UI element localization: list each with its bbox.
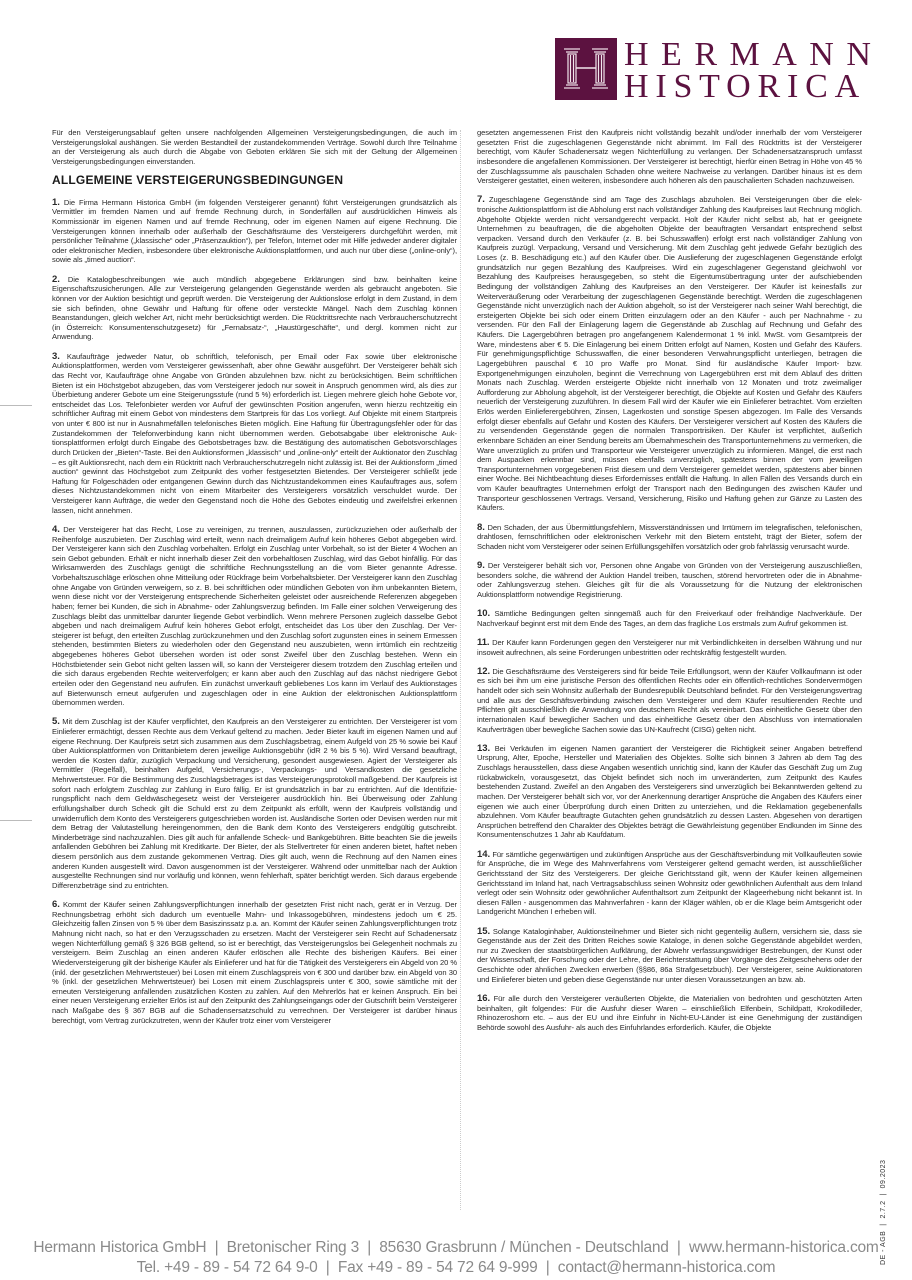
section-text: Sämtliche Bedingungen gelten sinngemäß auch für den Freiverkauf oder freihändige Nachverkäufe. Der Nachverkauf beginnt erst mit dem Ende des Tages, an dem das fragliche Los erstmals zum Aufruf gekommen ist. <box>477 609 863 628</box>
section-text: Zugeschlagene Gegenstände sind am Tage des Zuschlags abzuholen. Bei Versteigerungen über die elektronische Auktionsplattform ist die Abholung erst nach vollständiger Zahlung des Kaufpreises laut Rechnung möglich. Abgeholte Objekte werden nicht versandgerecht verpackt. Holt der Käufer nicht selbst ab, hat er geeignete Unternehmen zu beauftragen, die die abgeholten Objekte der beauftragten Versandart entsprechend selbst verpacken. Versand durch den Verkäufer (z. B. bei Schusswaffen) erfolgt erst nach vollständiger Zahlung von Kaufpreis zuzügl. Verpackung, Versand und Versicherung. Mit dem Zuschlag geht jedwede Gefahr bezüglich des Loses (z. B. Beschädigung etc.) auf den Käufer über. Die Auslieferung der zugeschlagenen Gegenstände erfolgt grundsätzlich nur gegen Bezahlung des Kaufpreises. Wird ein zugeschlagener Gegenstand gleichwohl vor Bezahlung des Kaufpreises herausgegeben, so steht die Eigentumsübertragung unter der aufschiebenden Bedingung der vollständigen Zahlung des Kaufpreises an den Versteigerer. Der Käufer ist keinesfalls zur Weiterveräußerung oder Verarbeitung der zugeschlagenen Gegenstände berechtigt. Werden die zugeschlagenen Gegenstände nicht unverzüglich nach der Auktion abgeholt, so ist der Versteigerer nach seiner Wahl berechtigt, die ersteigerten Objekte bei sich oder einem Dritten einzulagern oder an den Käufer - auch per Nachnahme - zu versenden. Für den Fall der Einlagerung lagern die Gegenstände ab Zuschlag auf Rechnung und Gefahr des Käufers. Die Lagergebühren betragen pro angefangenem Kalendermonat 1 % inkl. MwSt. vom Gesamtpreis der Ware, mindestens aber € 5. Die Einlagerung bei einem Dritten erfolgt auf Namen, Kosten und Gefahr des Käufers. Für genehmigungspflichtige Schusswaffen, die einer besonderen Verwahrungspflicht unterliegen, betragen die Lagergebühren pauschal € 10 pro Waffe pro Monat. Sind für ausländische Käufer Import- bzw. Exportgenehmigungen einzuholen, beginnt die Verrechnung von Lagergebühren erst mit dem Ablauf des dritten Monats nach Zuschlag. Werden ersteigerte Objekte nicht innerhalb von 12 Monaten und trotz zweimaliger Aufforderung zur Abholung abgeholt, ist der Versteigerer berechtigt, die Objekte auf Kosten und Gefahr des Käufers neuerlich der Versteigerung zuzuführen. In diesem Fall wird der Käufer wie ein Einlieferer betrachtet. Vom erzielten Erlös werden Einlieferergebühren, Zinsen, Lagerkosten und sonstige Spesen abgezogen. Im Falle des Versands erfolgt dieser ebenfalls auf Gefahr und Kosten des Käufers. Der Versteigerer versichert auf Kosten des Käufers die zu versendenden Gegenstände gegen die normalen Transportrisiken. Der Käufer ist verpflichtet, äußerlich erkennbare Schäden an einer Sendung bereits am Übernahmeschein des Transportunternehmens zu vermerken, die Ware unverzüglich zu prüfen und Transporteur wie Versteigerer unverzüglich zu informieren. Mängel, die erst nach dem Auspacken erkennbar sind, müssen ebenfalls unverzüglich, spätestens binnen der vom jeweiligen Transportunternehmen vorgegebenen Frist diesem und dem Versteigerer gemeldet werden, spätestens aber binnen einer Woche. Bei Nichtbeachtung dieses Erfordernisses entfällt die Haftung. In allen Fällen des Versands durch ein vom Käufer beauftragtes Unternehmen erfolgt der Transport nach den Bedingungen des zwischen Käufer und Transporteur geschlossenen Vertrags. Versand, Versicherung, Risiko und Haftung gehen zur Gänze zu Lasten des Käufers. <box>477 195 862 513</box>
document-version-label: DE - AGB | 2.7.2 | 09.2023 <box>880 1159 887 1265</box>
section-text: Die Geschäftsräume des Versteigerers sind für beide Teile Erfüllungsort, wenn der Käufer Vollkaufmann ist oder es sich bei ihm um eine juristische Person des öffentlichen Rechts oder ein öffentlich-rechtliches Sondervermögen handelt oder sich sein Wohnsitz außerhalb der Bundesrepublik Deutschland befindet. Für den Versteigerungsvertrag und alle aus der Geschäftsverbindung zwischen dem Versteigerer und dem Käufer resultierenden Rechte und Pflichten gilt ausschließlich die Anwendung von deutschem Recht als vereinbart. Das einheitliche Gesetz über den internationalen Kauf beweglicher Sachen und das einheitliche Gesetz über den Abschluss von internationalen Kaufverträgen über bewegliche Sachen sowie das UN-Kaufrecht (CISG) gelten nicht. <box>477 666 862 734</box>
logo-text-line2: HISTORICA <box>624 68 866 105</box>
section-text: Kommt der Käufer seinen Zahlungsverpflichtungen innerhalb der gesetzten Frist nicht nach, gerät er in Verzug. Der Rechnungsbetrag erhöht sich dadurch um eventuelle Mahn- und Inkassogebühren, mindestens jedoch um € 25. Gleichzeitig fallen Zinsen von 5 % über dem Basiszinssatz p.a. an. Kommt der Käufer seinen Zahlungsverpflichtungen trotz Mahnung nicht nach, so hat er den Verzugsschaden zu ersetzen. Macht der Versteigerer sein Recht auf Schadenersatz wegen Nichterfüllung gemäß § 326 BGB geltend, so ist er berechtigt, das Versteigerungslos bei Gelegenheit nochmals zu versteigern. Beim Zuschlag an einen anderen Käufer erlöschen alle Rechte des bisherigen Käufers. Bei einer Wiederversteigerung gilt der bisherige Käufer als Einlieferer und hat für die Tätigkeit des Versteigerers ein Abgeld von 20 % (inkl. der gesetzlichen Mehrwertsteuer) bei Losen mit einem Zuschlagspreis von € 300 und darüber bzw. ein Abgeld von 30 % (inkl. der gesetzlichen Mehrwertsteuer) bei Losen mit einem Zuschlagspreis unter € 300, sowie sämtliche mit der erneuten Versteigerung anfallenden zusätzlichen Kosten zu zahlen. Auf den Mehrerlös hat er keinen Anspruch. Ein bei einer neuen Versteigerung erzielter Erlös ist auf den Zeitpunkt des Zahlungseingangs oder der Gutschrift beim Versteigerer nach Maßgabe des § 367 BGB auf die Schadensersatzschuld zu verrechnen. Der Versteigerer ist darüber hinaus berechtigt, vom Vertrag zurückzutreten, wenn der Käufer trotz einer vom Versteigerer <box>52 900 457 1025</box>
section-number: 4. <box>52 523 60 535</box>
section-text: Den Schaden, der aus Übermittlungsfehlern, Missverständnissen und Irrtümern im telegrafischen, telefonischen, drahtlosen, fernschriftlichen oder elektronischen Verkehr mit den Bietern entsteht, trägt der Bieter, sofern der Schaden nicht vom Versteigerer oder seinen Erfüllungsgehilfen vorsätzlich oder grob fahrlässig verursacht wurde. <box>477 522 862 551</box>
footer-contact: Tel. +49 - 89 - 54 72 64 9-0 | Fax +49 - 89 - 54 72 64 9-999 | contact@hermann-historica.com <box>136 1259 776 1276</box>
fold-mark <box>0 820 32 821</box>
section-number: 9. <box>477 560 485 572</box>
section-number: 5. <box>52 716 60 728</box>
section-text: Mit dem Zuschlag ist der Käufer verpflichtet, den Kaufpreis an den Versteigerer zu entrichten. Der Versteigerer ist vom Einlieferer ermächtigt, dessen Rechte aus dem Verkauf geltend zu machen. Jeder Bieter kauft im eigenen Namen und auf eigene Rechnung. Der Kaufpreis setzt sich zusammen aus dem Zuschlagsbetrag, einem Aufgeld von 25 % sowie bei Kauf über Auktionsplattformen von Drittanbietern deren jeweilige Auktionsgebühr (idR 2 % bis 5 %). Wird Versand beauftragt, werden die Kosten dafür, zuzüglich Verpackung und Versicherung, gesondert ausgewiesen. Agiert der Versteigerer als Vermittler (Regelfall), beinhalten Aufgeld, Versicherungs-, Verpackungs- und Versandkosten die gesetzliche Mehrwertsteuer. Für die Bestimmung des Zuschlagsbetrages ist das Versteigerungsprotokoll maßgebend. Der Kaufpreis ist sofort nach erfolgtem Zuschlag zur Zahlung in Euro fällig. Er ist grundsätzlich in bar zu entrichten. Auf die Identifizierungspflicht nach dem Geldwäschegesetz weist der Versteigerer ausdrücklich hin. Bei Überweisung oder Zahlung erfüllungshalber durch Scheck gilt die Schuld erst zu dem Zeitpunkt als erfüllt, wenn der Kaufpreis vollständig und unwiderruflich dem Konto des Versteigerers gutgeschrieben worden ist. Ausländische Sorten oder Devisen werden nur mit dem Betrag der Valutastellung hereingenommen, den die Bank dem Konto des Versteigerers endgültig gutschreibt. Minderbeträge sind nachzuzahlen. Dies gilt auch für anfallende Scheck- und Bankgebühren. Bitte beachten Sie die jeweils anfallenden Gebühren bei Zahlung mit Kreditkarte. Der Bieter, der als Stellvertreter für einen anderen bietet, haftet neben diesem persönlich aus dem zustande gekommenen Vertrag. Dies gilt auch, wenn die Rechnung auf den Namen eines anderen Kunden ausgestellt wird. Davon ausgenommen ist der Versteigerer. Während oder unmittelbar nach der Auktion ausgestellte Rechnungen sind nur vorläufig und können, wenn fehlerhaft, später berichtigt werden. Sich daraus ergebende Differenzbeträge sind zu entrichten. <box>52 717 457 890</box>
section-16 <box>477 994 862 1033</box>
section-text: Der Käufer kann Forderungen gegen den Versteigerer nur mit Verbindlichkeiten in derselben Währung und nur insoweit aufrechnen, als seine Forderungen unbestritten oder rechtskräftig festgestellt wurden. <box>477 637 862 657</box>
section-text: Der Versteigerer behält sich vor, Personen ohne Angabe von Gründen von der Versteigerung auszuschließen, besonders solche, die während der Auktion Handel treiben, tauschen, störend hervortreten oder die in Abnahme- oder Zahlungsverzug stehen. Gleiches gilt für die als Voraussetzung für die Nutzung der elektronischen Auktionsplattform notwendige Registrierung. <box>477 561 862 599</box>
section-text: Solange Kataloginhaber, Auktionsteilnehmer und Bieter sich nicht gegenteilig äußern, versichern sie, dass sie Gegenstände aus der Zeit des Dritten Reiches sowie Kataloge, in denen solche Gegenstände abgebildet werden, nur zu Zwecken der staatsbürgerlichen Aufklärung, der Abwehr verfassungswidriger Bestrebungen, der Kunst oder der Wissenschaft, der Forschung oder der Lehre, der Berichterstattung über Vorgänge des Zeitgeschehens oder der Geschichte oder ähnlichen Zwecken erwerben (§§86, 86a Strafgesetzbuch). Der Versteigerer, seine Auktionatoren und Einlieferer bieten und geben diese Gegenstände nur unter diesen Voraussetzungen an bzw. ab. <box>477 926 862 984</box>
section-number: 11. <box>477 636 490 648</box>
section-text: Die Katalogbeschreibungen wie auch mündlich abgegebene Erklärungen sind bzw. beinhalten keine Eigenschaftszusicherungen. Alle zur Versteigerung gelangenden Gegenstände werden als gebraucht angeboten. Sie können vor der Auktion besichtigt und geprüft werden. Die Versteigerung der Auktionslose erfolgt in dem Zustand, in dem sie sich befinden, ohne Gewähr und Haftung für offene oder versteckte Mängel. Nach dem Zuschlag können Beanstandungen, gleich welcher Art, nicht mehr berücksichtigt werden. Die Rücktrittsrechte nach Verbraucherschutzrecht (in Österreich: Konsumentenschutzgesetz) für „Fernabsatz-“, „Haustürgeschäfte“, und dergl. kommen nicht zur Anwendung. <box>52 274 457 342</box>
section-14 <box>477 850 862 917</box>
section-3 <box>52 352 457 516</box>
page-title: ALLGEMEINE VERSTEIGERUNGSBEDINGUNGEN <box>52 173 344 188</box>
pillars-icon <box>555 38 617 100</box>
section-5 <box>52 717 457 890</box>
section-number: 6. <box>52 899 60 911</box>
section-6-continued: gesetzten angemessenen Frist den Kaufpreis nicht vollständig bezahlt und/oder innerhalb der vom Versteigerer gesetzten Frist die zugeschlagenen Gegenstände nicht abnimmt. Im Fall des Rücktritts ist der Versteigerer berechtigt, vom Käufer Schadenersatz wegen Nichterfüllung zu verlangen. Der Schadenersatzanspruch umfasst insbesondere die angefallenen Kommissionen. Der Versteigerer ist berechtigt, hierfür einen Betrag in Höhe von 45 % der Zuschlagssumme als pauschalen Schaden ohne weitere Nachweise zu verlangen. Darüber hinaus ist es dem Versteigerer gestattet, einen weiteren, insbesondere auch höheren als den pauschalierten Schaden nachzuweisen. <box>477 128 862 186</box>
section-number: 1. <box>52 196 60 208</box>
section-number: 3. <box>52 350 60 362</box>
right-column <box>477 128 862 1042</box>
section-number: 14. <box>477 848 491 860</box>
section-number: 12. <box>477 665 491 677</box>
section-9 <box>477 561 862 600</box>
section-number: 15. <box>477 925 491 937</box>
section-text: Kaufaufträge jedweder Natur, ob schriftlich, telefonisch, per Email oder Fax sowie über elektronische Auktionsplattformen, werden vom Versteigerer gewissenhaft, aber ohne Gewähr ausgeführt. Der Versteigerer behält sich das Recht vor, Kaufaufträge ohne Angabe von Gründen abzulehnen bzw. nicht zu berücksichtigen. Beim schriftlichen Bieten ist ein Höchstgebot abzugeben, das vom Versteigerer jedoch nur soweit in Anspruch genommen wird, als dies zur Überbietung anderer Gebote um eine Steigerungsstufe (rund 5 %) erforderlich ist. Liegen mehrere gleich hohe Gebote vor, entscheidet das Los. Telefonbieter werden vor Aufruf der gewünschten Position angerufen, wenn hierzu rechtzeitig ein schriftlicher Auftrag mit einem Gebot von mindestens dem Startpreis für das Los vorliegt. Auf Objekte mit einem Startpreis von unter € 800 ist nur in Ausnahmefällen telefonisches Bieten möglich. Eine Haftung für Übertragungsfehler oder für das Zustandekommen der Telefonverbindung kann nicht übernommen werden. Gebotsabgabe über elektronische Auktionsplattformen erfolgt durch Eingabe des Gebotsbetrages bzw. die Bestätigung des automatischen Gebotsvorschlages durch Drücken der „Bieten“-Taste. Bei den Auktionsformen „klassisch“ und „online-only“ erteilt der Auktionator den Zuschlag – es gilt Auktionsrecht, nach dem ein Rücktritt nach Verbraucherschutzregeln nicht zulässig ist. Bei der Auktionsform „timed auction“ gewinnt das Höchstgebot zum Zeitpunkt des vorher festgesetzten Bietendes. Der Versteigerer schließt jede Haftung für Folgeschäden oder entgangenen Gewinn durch das Nichtzustandekommen eines Kaufauftrages aus, sofern dieses Nichtzustandekommen nicht von einem Mitarbeiter des Versteigerers vorsätzlich verschuldet wurde. Der Versteigerer kann Aufträge, die weder den Gegenstand noch die Höhe des Gebotes eindeutig und zweifelsfrei erkennen lassen, nicht annehmen. <box>52 351 457 515</box>
section-7 <box>477 195 862 513</box>
section-number: 7. <box>477 194 485 206</box>
section-number: 13. <box>477 742 491 754</box>
section-12 <box>477 667 862 734</box>
section-number: 10. <box>477 608 491 620</box>
section-text: Für sämtliche gegenwärtigen und zukünftigen Ansprüche aus der Geschäftsverbindung mit Vollkaufleuten sowie für Ansprüche, die im Wege des Mahnverfahrens vom Versteigerer geltend gemacht werden, ist ausschließlicher Gerichtsstand der Sitz des Versteigerers. Der gleiche Gerichtsstand gilt, wenn der Käufer keinen allgemeinen Gerichtsstand im Inland hat, nach Vertragsabschluss seinen Wohnsitz oder gewöhnlichen Aufenthalt aus dem Inland verlegt oder sein Wohnsitz oder gewöhnlicher Aufenthaltsort zum Zeitpunkt der Klageerhebung nicht bekannt ist. In diesen Fällen - ausgenommen das Mahnverfahren - kann der Kläger wählen, ob er die Klage beim Amtsgericht oder Landgericht München I erheben will. <box>477 849 862 917</box>
section-10 <box>477 609 862 628</box>
section-text: Bei Verkäufen im eigenen Namen garantiert der Versteigerer die Richtigkeit seiner Angaben betreffend Ursprung, Alter, Epoche, Hersteller und Materialien des Objektes. Sollte sich binnen 3 Jahren ab dem Tag des Zuschlags herausstellen, dass diese Angaben wesentlich unrichtig sind, kann der Käufer das Geschäft Zug um Zug rückabwickeln, vorausgesetzt, das Objekt befindet sich noch im unveränderten, zum Zeitpunkt des Kaufes bestehenden Zustand. Zweifel an den Angaben des Versteigerers sind unverzüglich bei Bekanntwerden geltend zu machen. Der Versteigerer behält sich vor, vor der Anerkennung derartiger Ansprüche die Angaben des Käufers einer eigenen wie auch einer Überprüfung durch einen Dritten zu unterziehen, und die Reklamation gegebenenfalls abzulehnen. Vom Käufer beauftragte Gutachten gehen grundsätzlich zu dessen Lasten. Abgesehen von derartigen Ansprüchen betreffend den Charakter des Objektes beträgt die Gewährleistung gegenüber Endkunden im Sinne des Konsumentenschutzes 1 Jahr ab Kaufdatum. <box>477 743 862 840</box>
section-text: Die Firma Hermann Historica GmbH (im folgenden Versteigerer genannt) führt Versteigerungen grundsätzlich als Vermittler im fremden Namen und auf fremde Rechnung durch, in Sonderfällen auf ausdrücklichen Hinweis als Kommissionär im eigenen Namen und auf fremde Rechnung, oder im eigenen Namen auf eigene Rechnung. Die Versteigerungen können innerhalb oder außerhalb der Geschäftsräume des Versteigerers durchgeführt werden, mit persönlicher Teilnahme („klassische“ oder „Präsenzauktion“), per Telefon, Internet oder mit Hilfe jedweder anderer digitaler oder elektronischer Medien, insbesondere über elektronische Auktionsplattformen, und auch nur über diese („online-only“), sowie als „timed auction“. <box>52 197 458 265</box>
section-number: 2. <box>52 273 60 285</box>
section-number: 16. <box>477 992 491 1004</box>
section-1 <box>52 198 457 265</box>
fold-mark <box>0 405 32 406</box>
section-15 <box>477 927 862 985</box>
footer-address: Hermann Historica GmbH | Bretonischer Ring 3 | 85630 Grasbrunn / München - Deutschland | www.hermann-historica.com <box>33 1239 879 1256</box>
section-4 <box>52 525 457 708</box>
column-divider <box>460 130 461 1210</box>
logo-text-line1: HERMANN <box>624 36 884 73</box>
section-6 <box>52 900 457 1025</box>
section-13 <box>477 744 862 840</box>
section-text: Für alle durch den Versteigerer veräußerten Objekte, die Materialien von bedrohten und geschützten Arten beinhalten, gilt folgendes: Für die Ausfuhr dieser Waren – einschließlich Elfenbein, Schildpatt, Krokodilleder, Rhinozeroshorn etc. – aus der EU und ihre Einfuhr in Nicht-EU-Länder ist eine Genehmigung der zuständigen Behörde sowohl des Ausfuhr- als auch des Einfuhrlandes erforderlich. Käufer, die Objekte <box>477 993 862 1032</box>
section-number: 8. <box>477 521 485 533</box>
intro-paragraph: Für den Versteigerungsablauf gelten unsere nachfolgenden Allgemeinen Versteigerungsbedingungen, die auch im Versteigerungslokal aushängen. Sie werden Bestandteil der zustandekommenden Verträge. Sowohl durch Ihre Teilnahme an der Versteigerung als auch durch die Abgabe von Geboten erklären Sie sich mit der Geltung der Allgemeinen Versteigerungsbedingungen einverstanden. <box>52 128 457 166</box>
logo-mark <box>555 38 617 100</box>
section-2 <box>52 275 457 342</box>
left-column <box>52 128 457 1035</box>
section-8 <box>477 523 862 552</box>
section-text: Der Versteigerer hat das Recht, Lose zu vereinigen, zu trennen, auszulassen, zurückzuziehen oder außerhalb der Reihenfolge auszubieten. Der Zuschlag wird erteilt, wenn nach dreimaligem Aufruf kein höheres Gebot abgegeben wird. Der Versteigerer kann sich den Zuschlag vorbehalten. Erfolgt ein Zuschlag unter Vorbehalt, so ist der Bieter 4 Wochen an sein Gebot gebunden. Erhält er nicht innerhalb dieser Zeit den vorbehaltlosen Zuschlag, wird das Gebot hinfällig. Für das Wirksamwerden des Zuschlags genügt die schriftliche Rechnungsstellung an die vom Bieter genannte Adresse. Vorbehaltszuschläge erlöschen ohne Mitteilung oder Rückfrage beim Vorbehaltsbieter. Der Versteigerer kann den Zuschlag ohne Angabe von Gründen verweigern, so z. B. bei schriftlichen oder mündlichen Geboten von ihm unbekannten Bietern, wenn diese nicht vor der Versteigerung entsprechende Sicherheiten geleistet oder ausreichende Referenzen abgegeben haben; ferner bei Kunden, die sich in Abnahme- oder Zahlungsverzug befinden. Im Falle einer solchen Verweigerung des Zuschlags bleibt das unmittelbar darunter liegende Gebot verbindlich. Wenn mehrere Personen zugleich dasselbe Gebot abgeben und nach dreimaligem Aufruf kein höheres Gebot erfolgt, entscheidet das Los über den Zuschlag. Der Versteigerer ist befugt, den erteilten Zuschlag zurückzunehmen und den Zuschlag sofort zugunsten eines in seinem Ermessen stehenden, bestimmten Bieters zu wiederholen oder den Gegenstand neu auszubieten, wenn irrtümlich ein rechtzeitig abgegebenes höheres Gebot übersehen worden ist oder sonst Zweifel über den Zuschlag bestehen. Wenn ein Höchstbietender sein Gebot nicht gelten lassen will, so kann der Versteigerer diesem trotzdem den Zuschlag erteilen und die sich daraus ergebenden Rechte weiterverfolgen; er kann aber auch den Zuschlag auf das nächst niedrigere Gebot erteilen oder den Gegenstand neu aufrufen. Ein zunächst unverkauft gebliebenes Los kann im Verlauf des Auktionstages auf Bieterwunsch erneut aufgerufen und zugeschlagen oder in eine Auktion der elektronischen Auktionsplattform übernommen werden. <box>52 524 457 708</box>
section-11 <box>477 638 862 657</box>
